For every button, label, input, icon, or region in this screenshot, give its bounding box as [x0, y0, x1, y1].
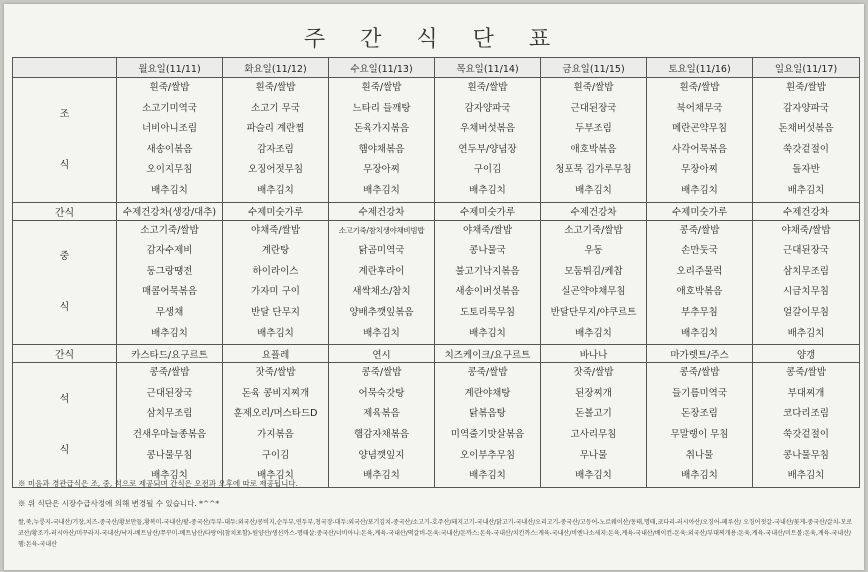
day-cell: [435, 78, 541, 203]
day-cell: [223, 220, 329, 345]
menu-item: 돈채버섯볶음: [778, 123, 834, 135]
snack-item: 요플레: [223, 345, 329, 363]
day-cell: [329, 363, 435, 488]
menu-item: 배추김치: [681, 470, 718, 482]
menu-item: 메란곤약무침: [671, 123, 728, 135]
dinner-row: [13, 363, 860, 488]
menu-item: 배추김치: [151, 470, 188, 482]
menu-item: 배추김치: [787, 184, 825, 196]
menu-item: 소고기 무국: [251, 102, 300, 114]
day-cell: [753, 363, 860, 488]
note-line: ※ 위 식단은 시장수급사정에 의해 변경될 수 있습니다. *^^*: [18, 499, 220, 508]
menu-item: 배추김치: [681, 327, 718, 339]
lunch-label: [13, 220, 117, 345]
meal-label-top: 중: [59, 251, 70, 263]
meal-label-top: 조: [59, 108, 70, 120]
menu-item: 무장아찌: [363, 164, 400, 176]
day-header: 수요일(11/13): [329, 58, 435, 78]
menu-item: 감자조림: [257, 143, 294, 155]
menu-item: 근대된장국: [783, 245, 829, 257]
menu-item: 배추김치: [469, 327, 506, 339]
snack-item: 수제건강차: [753, 202, 860, 220]
day-cell: [329, 220, 435, 345]
menu-item: 구이김: [473, 164, 502, 176]
menu-item: 배추김치: [257, 470, 294, 482]
menu-item: 흰죽/쌀밥: [361, 82, 402, 93]
snack-item: 수제미숫가루: [223, 202, 329, 220]
menu-item: 구이김: [261, 449, 290, 461]
menu-item: 돈육가지볶음: [353, 123, 410, 135]
menu-item: 배추김치: [151, 184, 188, 196]
menu-item: 반달단무지/야쿠르트: [550, 306, 637, 318]
snack_am-row: [13, 202, 860, 220]
menu-item: 삼치무조림: [783, 265, 829, 277]
menu-item: 실곤약야채무침: [561, 286, 626, 298]
menu-item: 사각어묵볶음: [671, 143, 728, 155]
menu-item: 돈볼고기: [575, 408, 612, 420]
menu-item: 배추김치: [257, 327, 294, 339]
menu-item: 야채죽/쌀밥: [462, 224, 513, 236]
menu-item: 계란후라이: [358, 265, 405, 277]
menu-item: 계란야채탕: [464, 387, 511, 399]
menu-item: 반달 단무지: [251, 306, 300, 318]
menu-item: 가자미 구이: [251, 286, 300, 298]
menu-item: 부대찌개: [787, 387, 825, 399]
menu-item: 배추김치: [575, 470, 612, 482]
menu-item: 미역줄기맛살볶음: [450, 428, 525, 440]
menu-item: 모둠튀김/케찹: [564, 265, 623, 277]
menu-item: 감자양파국: [464, 102, 511, 114]
menu-item: 양념깻잎지: [358, 449, 405, 461]
origin-info: 쌀,죽,누룽지-국내산/기장,치즈-중국산/황보만들,황복미-국내산/팥-중국산/두부-대두:외국산/콩비지,순두부,연두부,청국장-대두:외국산/포기김치-중국산/소고기-호주산/돼지고기-국내산/닭고기-국내산/오리고기-중국산/고등어-노르웨이산/동태,명태,코다리-러시아산/오징어-페루산/ 오징어젓갈-국내산/꽃게-중국산/갈치-모로코산/황조기-러시아산/미꾸라지-국내산/낙지-베트남산/쭈꾸미-베트남산/다랑어(참치포함)-원양산/생선까스-명태살:중국산/너비아니:돈육,계육-국내산/떡갈비-돈육:국내산/돈까스:돈육-국내산/치킨까스:계육-국내산/비엔나소세지:돈육,계육-국내산/베이컨-돈육:외국산/부대찌개용:돈육,계육-국내산/미트볼:돈육,계육-국내산/햄:돈육-국내산: [18, 519, 853, 548]
menu-item: 우동: [584, 245, 603, 257]
menu-item: 오징어젓무침: [247, 164, 304, 176]
menu-item: 애호박볶음: [570, 143, 617, 155]
menu-item: 배추김치: [681, 184, 718, 196]
day-cell: [541, 78, 647, 203]
menu-item: 닭곰미역국: [358, 245, 405, 257]
menu-item: 무나물: [579, 449, 608, 461]
menu-item: 청포묵 김가루무침: [555, 164, 632, 176]
menu-item: 흰죽/쌀밥: [467, 82, 508, 93]
menu-item: 제육볶음: [363, 408, 400, 420]
menu-item: 콩죽/쌀밥: [361, 367, 402, 379]
menu-item: 돌자반: [792, 164, 820, 176]
menu-item: 배추김치: [575, 327, 612, 339]
menu-item: 콩죽/쌀밥: [467, 367, 508, 379]
day-cell: [117, 78, 223, 203]
day-header: 토요일(11/16): [647, 58, 753, 78]
day-cell: [647, 363, 753, 488]
day-cell: [753, 78, 860, 203]
menu-item: 감자수제비: [146, 245, 193, 257]
day-cell: [647, 78, 753, 203]
menu-sheet: [4, 4, 864, 570]
menu-item: 오이부추무침: [459, 449, 516, 461]
menu-item: 콩죽/쌀밥: [786, 367, 826, 379]
day-header: 화요일(11/12): [223, 58, 329, 78]
menu-item: 어묵숙갓탕: [358, 387, 405, 399]
menu-item: 쑥갓겉절이: [783, 143, 829, 155]
menu-item: 불고기낙지볶음: [455, 265, 520, 277]
menu-item: 파슬리 계란찜: [246, 123, 305, 135]
menu-item: 소고기미역국: [141, 102, 198, 114]
day-header: 금요일(11/15): [541, 58, 647, 78]
menu-item: 야채죽/쌀밥: [250, 224, 301, 236]
notes: [18, 478, 850, 518]
snack-item: 수제건강차: [541, 202, 647, 220]
menu-item: 훈제오리/머스타드D: [233, 408, 318, 420]
menu-item: 새송이버섯볶음: [455, 286, 520, 298]
menu-item: 북어채무국: [676, 102, 723, 114]
menu-item: 동그랑땡전: [146, 265, 193, 277]
snack-item: 수제미숫가루: [647, 202, 753, 220]
day-cell: [223, 78, 329, 203]
snack-label: 간식: [13, 345, 117, 363]
menu-item: 흰죽/쌀밥: [255, 82, 296, 93]
menu-item: 하이라이스: [252, 265, 299, 277]
snack-label: 간식: [13, 202, 117, 220]
day-header: 월요일(11/11): [117, 58, 223, 78]
menu-item: 새송이볶음: [146, 143, 193, 155]
menu-item: 콩나물무침: [146, 449, 193, 461]
menu-item: 무말랭이 무침: [670, 428, 729, 440]
day-header: 일요일(11/17): [753, 58, 860, 78]
menu-item: 콩죽/쌀밥: [679, 367, 720, 379]
snack-item: 치즈케이크/요구르트: [435, 345, 541, 363]
day-cell: [329, 78, 435, 203]
menu-item: 소고기죽/참치생야채비빔밥: [338, 225, 425, 235]
dinner-label: [13, 363, 117, 488]
menu-item: 배추김치: [469, 470, 506, 482]
menu-item: 배추김치: [257, 184, 294, 196]
corner-cell: [13, 58, 117, 78]
lunch-row: [13, 220, 860, 345]
menu-item: 느타리 들깨탕: [352, 102, 411, 114]
menu-item: 소고기죽/쌀밥: [140, 224, 199, 236]
menu-item: 잣죽/쌀밥: [255, 367, 296, 379]
menu-item: 우채버섯볶음: [459, 123, 516, 135]
menu-item: 매콤어묵볶음: [141, 286, 198, 298]
menu-item: 들기름미역국: [671, 387, 728, 399]
menu-item: 애호박볶음: [676, 286, 723, 298]
menu-item: 근대된장국: [570, 102, 617, 114]
menu-item: 배추김치: [363, 327, 400, 339]
menu-item: 흰죽/쌀밥: [573, 82, 614, 93]
note-line: ※ 미음과 경관급식은 조, 중, 석으로 제공되며 간식은 오전과 오후에 따로 제공됩니다.: [18, 479, 298, 488]
menu-item: 취나물: [685, 449, 714, 461]
snack-item: 연시: [329, 345, 435, 363]
menu-item: 삼치무조림: [146, 408, 193, 420]
menu-item: 배추김치: [151, 327, 188, 339]
menu-item: 무장아찌: [681, 164, 718, 176]
menu-item: 흰죽/쌀밥: [786, 82, 826, 93]
snack-item: 수제건강차: [329, 202, 435, 220]
snack-item: 수제미숫가루: [435, 202, 541, 220]
header-row: [13, 58, 860, 78]
menu-item: 소고기죽/쌀밥: [564, 224, 623, 236]
day-cell: [117, 220, 223, 345]
meal-label-bottom: 식: [59, 159, 70, 171]
menu-item: 햄감자채볶음: [353, 428, 410, 440]
menu-item: 코다리조림: [783, 408, 829, 420]
menu-item: 쑥갓겉절이: [783, 428, 829, 440]
menu-item: 두부조림: [575, 123, 612, 135]
meal-label-bottom: 식: [59, 444, 70, 456]
day-cell: [117, 363, 223, 488]
day-cell: [541, 220, 647, 345]
page-title: 주 간 식 단 표: [303, 27, 565, 52]
menu-item: 콩죽/쌀밥: [679, 224, 720, 236]
snack-item: 마가렛트/주스: [647, 345, 753, 363]
menu-item: 근대된장국: [146, 387, 193, 399]
menu-item: 가지볶음: [257, 428, 294, 440]
menu-item: 도토리묵무침: [459, 306, 516, 318]
menu-item: 고사리무침: [570, 428, 617, 440]
menu-item: 건새우마늘종볶음: [132, 428, 207, 440]
menu-item: 손만둣국: [681, 245, 718, 257]
menu-item: 햄야채볶음: [358, 143, 405, 155]
menu-item: 야채죽/쌀밥: [781, 224, 831, 236]
menu-item: 닭볶음탕: [469, 408, 506, 420]
day-cell: [223, 363, 329, 488]
menu-item: 배추김치: [787, 327, 825, 339]
snack-item: 카스타드/요구르트: [117, 345, 223, 363]
menu-item: 배추김치: [787, 470, 825, 482]
menu-item: 시금치무침: [783, 286, 829, 298]
menu-item: 오리주물럭: [676, 265, 723, 277]
snack-item: 수제건강차(생강/대추): [117, 202, 223, 220]
menu-item: 콩죽/쌀밥: [149, 367, 190, 379]
menu-item: 새싹채소/참치: [352, 286, 411, 298]
day-cell: [541, 363, 647, 488]
menu-item: 돈장조림: [681, 408, 718, 420]
meal-label-top: 석: [59, 393, 70, 405]
menu-item: 배추김치: [575, 184, 612, 196]
menu-item: 콩나물국: [469, 245, 506, 257]
menu-item: 얼갈이무침: [783, 306, 829, 318]
menu-item: 배추김치: [363, 470, 400, 482]
menu-item: 콩나물무침: [783, 449, 829, 461]
menu-item: 부추무침: [681, 306, 718, 318]
menu-item: 양배추깻잎볶음: [349, 306, 414, 318]
snack-item: 바나나: [541, 345, 647, 363]
day-cell: [435, 220, 541, 345]
menu-item: 흰죽/쌀밥: [679, 82, 720, 93]
day-cell: [753, 220, 860, 345]
breakfast-row: [13, 78, 860, 203]
snack_pm-row: [13, 345, 860, 363]
menu-item: 배추김치: [363, 184, 400, 196]
menu-item: 감자양파국: [783, 102, 829, 114]
menu-item: 잣죽/쌀밥: [573, 367, 614, 379]
menu-item: 무생채: [155, 306, 184, 318]
menu-item: 돈육 콩비지찌개: [241, 387, 310, 399]
menu-item: 된장찌개: [575, 387, 612, 399]
menu-item: 연두부/양념장: [458, 143, 517, 155]
menu-item: 흰죽/쌀밥: [149, 82, 190, 93]
snack-item: 양갱: [753, 345, 860, 363]
weekly-menu-table: [12, 57, 860, 488]
meal-label-bottom: 식: [59, 302, 70, 314]
day-cell: [647, 220, 753, 345]
day-header: 목요일(11/14): [435, 58, 541, 78]
menu-item: 계란탕: [261, 245, 290, 257]
menu-item: 너비아니조림: [141, 123, 198, 135]
menu-item: 배추김치: [469, 184, 506, 196]
menu-item: 오이지무침: [146, 164, 193, 176]
day-cell: [435, 363, 541, 488]
breakfast-label: [13, 78, 117, 203]
